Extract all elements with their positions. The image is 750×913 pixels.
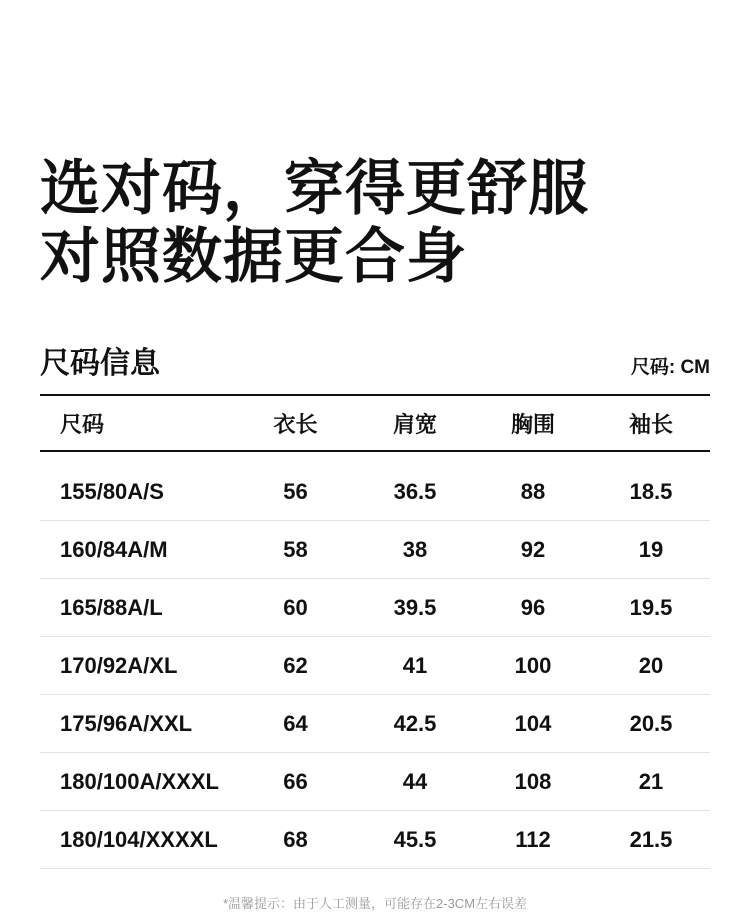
section-title: 尺码信息 — [40, 347, 160, 380]
cell-sleeve: 21.5 — [629, 826, 673, 852]
cell-length: 62 — [283, 652, 308, 678]
table-row — [40, 811, 710, 869]
cell-size: 180/100A/XXXL — [60, 768, 219, 794]
headline-line-1: 选对码，穿得更舒服 — [40, 155, 589, 222]
cell-size: 160/84A/M — [60, 536, 168, 562]
table-row — [40, 579, 710, 637]
headline-line-2: 对照数据更合身 — [40, 223, 467, 290]
header-sleeve: 袖长 — [628, 411, 673, 437]
cell-chest: 104 — [514, 710, 552, 736]
table-row — [40, 695, 710, 753]
table-body — [40, 452, 710, 869]
cell-shoulder: 42.5 — [393, 710, 437, 736]
cell-sleeve: 19 — [638, 536, 664, 562]
header-shoulder: 肩宽 — [392, 411, 437, 437]
cell-size: 180/104/XXXXL — [60, 826, 218, 852]
cell-shoulder: 39.5 — [393, 594, 437, 620]
measurement-note: *温馨提示：由于人工测量，可能存在2-3CM左右误差 — [222, 896, 528, 911]
cell-length: 58 — [283, 536, 308, 562]
cell-chest: 88 — [520, 478, 546, 504]
cell-length: 66 — [283, 768, 308, 794]
cell-sleeve: 18.5 — [629, 478, 673, 504]
cell-sleeve: 19.5 — [629, 594, 673, 620]
cell-sleeve: 20.5 — [629, 710, 673, 736]
cell-size: 155/80A/S — [60, 478, 164, 504]
cell-chest: 112 — [515, 826, 551, 852]
cell-size: 175/96A/XXL — [60, 710, 193, 736]
table-row — [40, 521, 710, 579]
cell-sleeve: 21 — [638, 768, 664, 794]
cell-size: 165/88A/L — [60, 594, 163, 620]
cell-chest: 108 — [514, 768, 552, 794]
cell-sleeve: 20 — [638, 652, 664, 678]
headline — [40, 155, 589, 291]
cell-shoulder: 41 — [402, 652, 428, 678]
cell-shoulder: 44 — [402, 768, 428, 794]
table-row — [40, 463, 710, 521]
cell-length: 56 — [283, 478, 308, 504]
cell-chest: 92 — [520, 536, 546, 562]
cell-chest: 100 — [514, 652, 552, 678]
table-row — [40, 637, 710, 695]
header-chest: 胸围 — [510, 411, 555, 437]
cell-length: 64 — [283, 710, 308, 736]
cell-shoulder: 45.5 — [393, 826, 437, 852]
cell-shoulder: 38 — [402, 536, 428, 562]
table-header — [40, 396, 710, 452]
table-row — [40, 753, 710, 811]
cell-length: 60 — [283, 594, 308, 620]
header-length: 衣长 — [273, 411, 318, 437]
cell-shoulder: 36.5 — [393, 478, 437, 504]
size-table — [40, 394, 710, 869]
header-size: 尺码 — [60, 411, 105, 437]
cell-length: 68 — [283, 826, 308, 852]
cell-size: 170/92A/XL — [60, 652, 178, 678]
unit-label: 尺码: CM — [630, 357, 710, 378]
cell-chest: 96 — [520, 594, 546, 620]
